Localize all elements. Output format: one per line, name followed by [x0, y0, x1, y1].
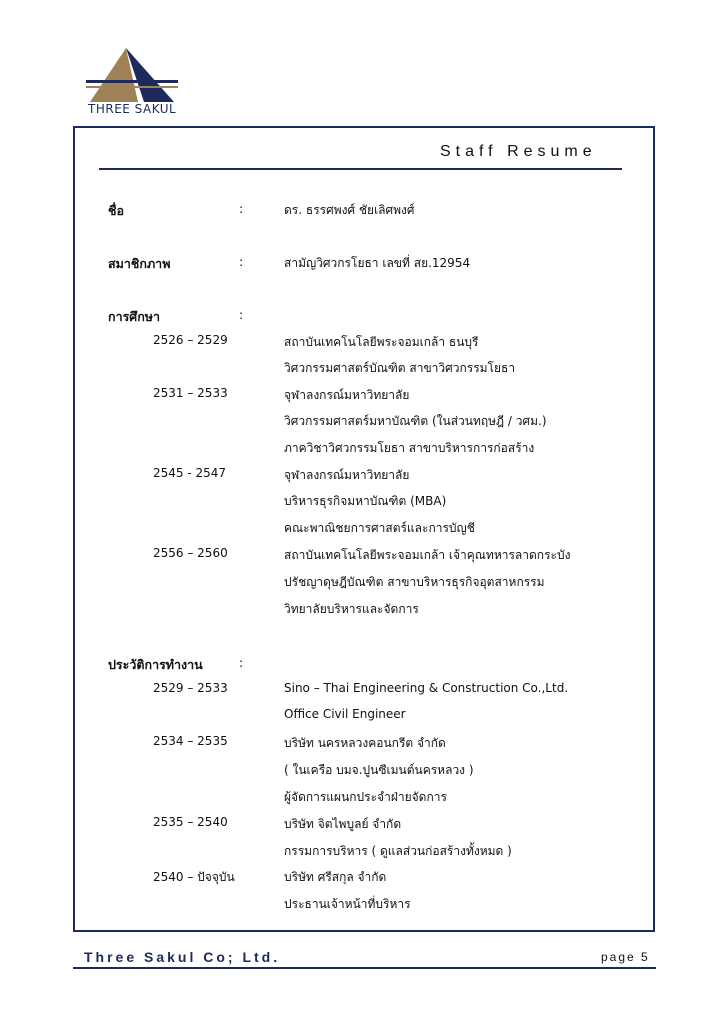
work-years: 2535 – 2540 — [153, 815, 228, 829]
work-line: ( ในเครือ บมจ.ปูนซีเมนต์นครหลวง ) — [284, 763, 474, 777]
education-colon: : — [239, 307, 244, 322]
education-line: สถาบันเทคโนโลยีพระจอมเกล้า เจ้าคุณทหารลาดกระบัง — [284, 548, 571, 562]
logo-band-1 — [86, 80, 178, 83]
education-years: 2545 - 2547 — [153, 466, 227, 480]
work-line: บริษัท ศรีสกุล จำกัด — [284, 870, 387, 884]
education-line: บริหารธุรกิจมหาบัณฑิต (MBA) — [284, 494, 447, 508]
footer-company: Three Sakul Co; Ltd. — [84, 949, 281, 965]
title-divider — [99, 168, 622, 170]
work-line: Office Civil Engineer — [284, 707, 406, 721]
education-line: จุฬาลงกรณ์มหาวิทยาลัย — [284, 468, 410, 482]
work-years: 2534 – 2535 — [153, 734, 228, 748]
work-years: 2540 – ปัจจุบัน — [153, 870, 235, 884]
footer-divider — [73, 967, 656, 969]
education-years: 2556 – 2560 — [153, 546, 228, 560]
work-history-label: ประวัติการทำงาน — [108, 657, 203, 672]
work-line: บริษัท นครหลวงคอนกรีต จำกัด — [284, 736, 446, 750]
work-years: 2529 – 2533 — [153, 681, 228, 695]
education-years: 2526 – 2529 — [153, 333, 228, 347]
membership-value: สามัญวิศวกรโยธา เลขที่ สย.12954 — [284, 256, 471, 270]
education-line: ภาควิชาวิศวกรรมโยธา สาขาบริหารการก่อสร้าง — [284, 441, 535, 455]
name-colon: : — [239, 201, 244, 216]
education-years: 2531 – 2533 — [153, 386, 228, 400]
page-number: page 5 — [601, 950, 650, 964]
education-line: ปรัชญาดุษฎีบัณฑิต สาขาบริหารธุรกิจอุตสาหกรรม — [284, 575, 545, 589]
education-label: การศึกษา — [108, 309, 161, 324]
education-line: จุฬาลงกรณ์มหาวิทยาลัย — [284, 388, 410, 402]
work-history-colon: : — [239, 655, 244, 670]
education-line: คณะพาณิชยการศาสตร์และการบัญชี — [284, 521, 475, 535]
name-value: ดร. ธรรศพงศ์ ชัยเลิศพงศ์ — [284, 203, 415, 217]
work-line: ผู้จัดการแผนกประจำฝ่ายจัดการ — [284, 790, 447, 804]
membership-label: สมาชิกภาพ — [108, 256, 171, 271]
work-line: บริษัท จิตไพบูลย์ จำกัด — [284, 817, 402, 831]
logo-band-2 — [86, 86, 178, 88]
name-label: ชื่อ — [108, 203, 124, 218]
education-line: วิศวกรรมศาสตร์มหาบัณฑิต (ในส่วนทฤษฎี / วศม.) — [284, 414, 547, 428]
page-title: Staff Resume — [440, 143, 597, 160]
work-line: ประธานเจ้าหน้าที่บริหาร — [284, 897, 411, 911]
education-line: สถาบันเทคโนโลยีพระจอมเกล้า ธนบุรี — [284, 335, 479, 349]
membership-colon: : — [239, 254, 244, 269]
logo-text: THREE SAKUL — [88, 102, 177, 116]
work-line: Sino – Thai Engineering & Construction Co.,Ltd. — [284, 681, 569, 695]
education-line: วิทยาลัยบริหารและจัดการ — [284, 602, 419, 616]
work-line: กรรมการบริหาร ( ดูแลส่วนก่อสร้างทั้งหมด ) — [284, 844, 512, 858]
education-line: วิศวกรรมศาสตร์บัณฑิต สาขาวิศวกรรมโยธา — [284, 361, 516, 375]
